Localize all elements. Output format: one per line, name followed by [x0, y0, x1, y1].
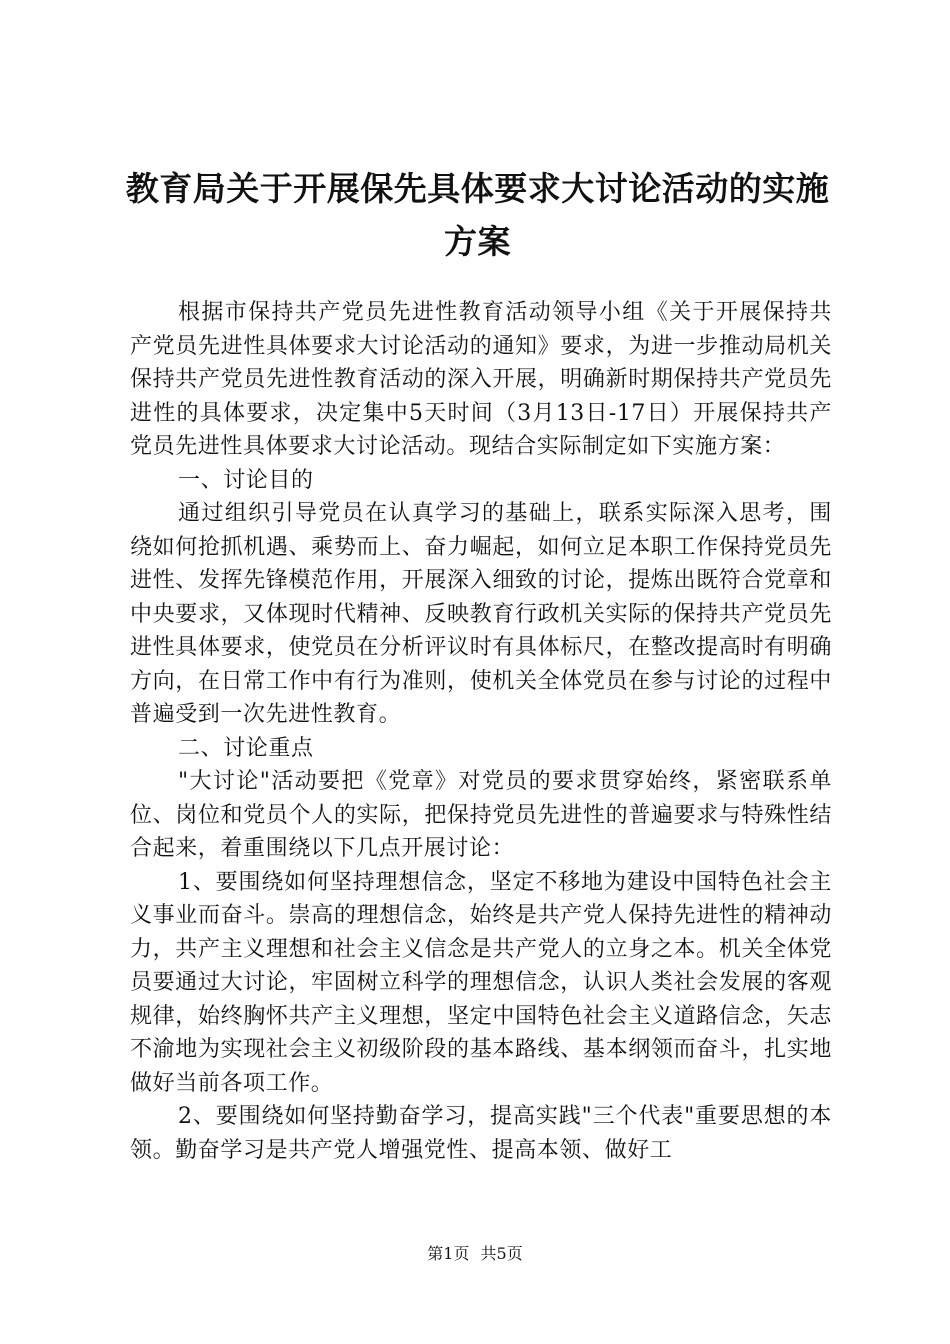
paragraph-purpose: 通过组织引导党员在认真学习的基础上，联系实际深入思考，围绕如何抢抓机遇、乘势而上、奋力崛起，如何立足本职工作保持党员先进性、发挥先锋模范作用，开展深入细致的讨论，提炼出既符合党章和中央要求，又体现时代精神、反映教育行政机关实际的保持共产党员先进性具体要求，使党员在分析评议时有具体标尺，在整改提高时有明确方向，在日常工作中有行为准则，使机关全体党员在参与讨论的过程中普遍受到一次先进性教育。 — [130, 501, 832, 727]
paragraph-point-2: 2、要围绕如何坚持勤奋学习，提高实践"三个代表"重要思想的本领。勤奋学习是共产党人增强党性、提高本领、做好工 — [130, 1104, 832, 1163]
paragraph-point-1: 1、要围绕如何坚持理想信念，坚定不移地为建设中国特色社会主义事业而奋斗。崇高的理想信念，始终是共产党人保持先进性的精神动力，共产主义理想和社会主义信念是共产党人的立身之本。机关全体党员要通过大讨论，牢固树立科学的理想信念，认识人类社会发展的客观规律，始终胸怀共产主义理想，坚定中国特色社会主义道路信念，矢志不渝地为实现社会主义初级阶段的基本路线、基本纲领而奋斗，扎实地做好当前各项工作。 — [130, 869, 832, 1096]
paragraph-intro: 根据市保持共产党员先进性教育活动领导小组《关于开展保持共产党员先进性具体要求大讨论活动的通知》要求，为进一步推动局机关保持共产党员先进性教育活动的深入开展，明确新时期保持共产党员先进性的具体要求，决定集中5天时间（3月13日-17日）开展保持共产党员先进性具体要求大讨论活动。现结合实际制定如下实施方案： — [130, 300, 832, 459]
page-number: 第1页 — [427, 1244, 470, 1263]
heading-purpose: 一、讨论目的 — [178, 467, 314, 493]
page-footer — [0, 1244, 950, 1264]
document-title: 教育局关于开展保先具体要求大讨论活动的实施方案 — [125, 169, 830, 261]
paragraph-focus: "大讨论"活动要把《党章》对党员的要求贯穿始终，紧密联系单位、岗位和党员个人的实际，把保持党员先进性的普遍要求与特殊性结合起来，着重围绕以下几点开展讨论： — [130, 769, 832, 861]
heading-focus: 二、讨论重点 — [178, 735, 314, 761]
document-body — [130, 296, 832, 1167]
page-total: 共5页 — [480, 1244, 523, 1263]
